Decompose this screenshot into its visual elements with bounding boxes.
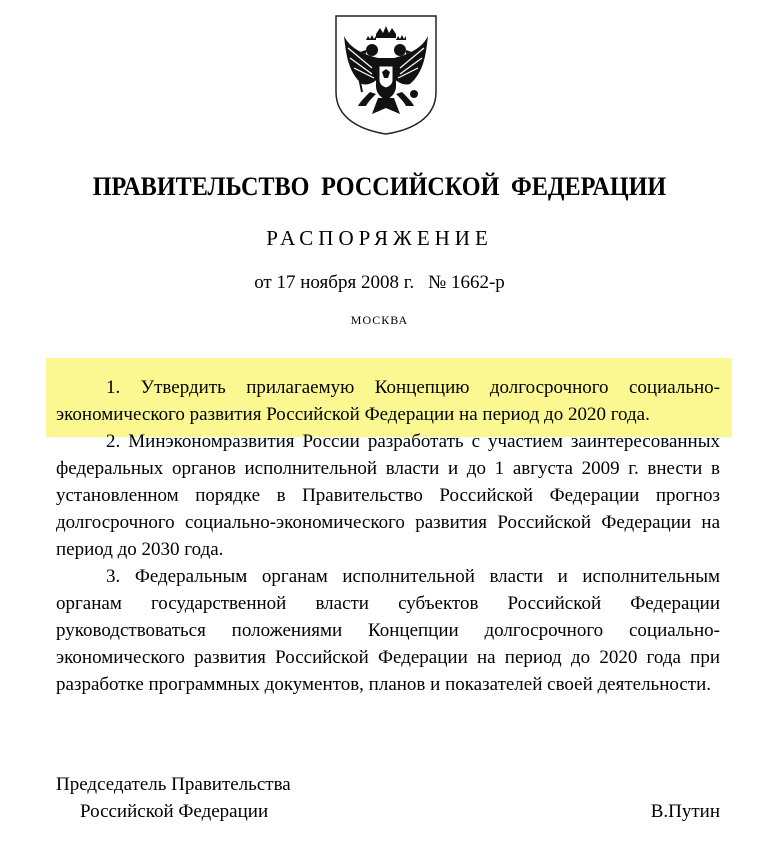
paragraph-2: 2. Минэкономразвития России разработать с участием заинтересованных федеральных органов исполнительной власти и до 1 августа 2009 г. внести в установленном порядке в Правительство Российской Федерации прогноз долгосрочного социально-экономического развития Российской Федерации на период до 2030 года.: [56, 431, 720, 560]
document-type: РАСПОРЯЖЕНИЕ: [266, 226, 493, 250]
document-date: от 17 ноября 2008 г.: [254, 272, 415, 293]
paragraph-1: 1. Утвердить прилагаемую Концепцию долгосрочного социально-экономического развития Российской Федерации на период до 2020 года.: [56, 377, 720, 425]
document-body: [56, 374, 720, 698]
signature-block: [56, 771, 720, 825]
organization-title: ПРАВИТЕЛЬСТВО РОССИЙСКОЙ ФЕДЕРАЦИИ: [92, 172, 667, 201]
city: МОСКВА: [350, 313, 409, 327]
signatory-title-line1: Председатель Правительства: [56, 774, 291, 795]
date-line: [0, 272, 759, 294]
paragraph-3: 3. Федеральным органам исполнительной власти и исполнительным органам государственной власти субъектов Российской Федерации руководствоваться положениями Концепции долгосрочного социально-экономического развития Российской Федерации на период до 2020 года при разработке программных документов, планов и показателей своей деятельности.: [56, 566, 720, 695]
signatory-title-line2: Российской Федерации: [80, 801, 269, 822]
signatory-name: В.Путин: [650, 801, 720, 822]
document-number: № 1662-р: [428, 272, 505, 293]
coat-of-arms-icon: [332, 14, 440, 136]
